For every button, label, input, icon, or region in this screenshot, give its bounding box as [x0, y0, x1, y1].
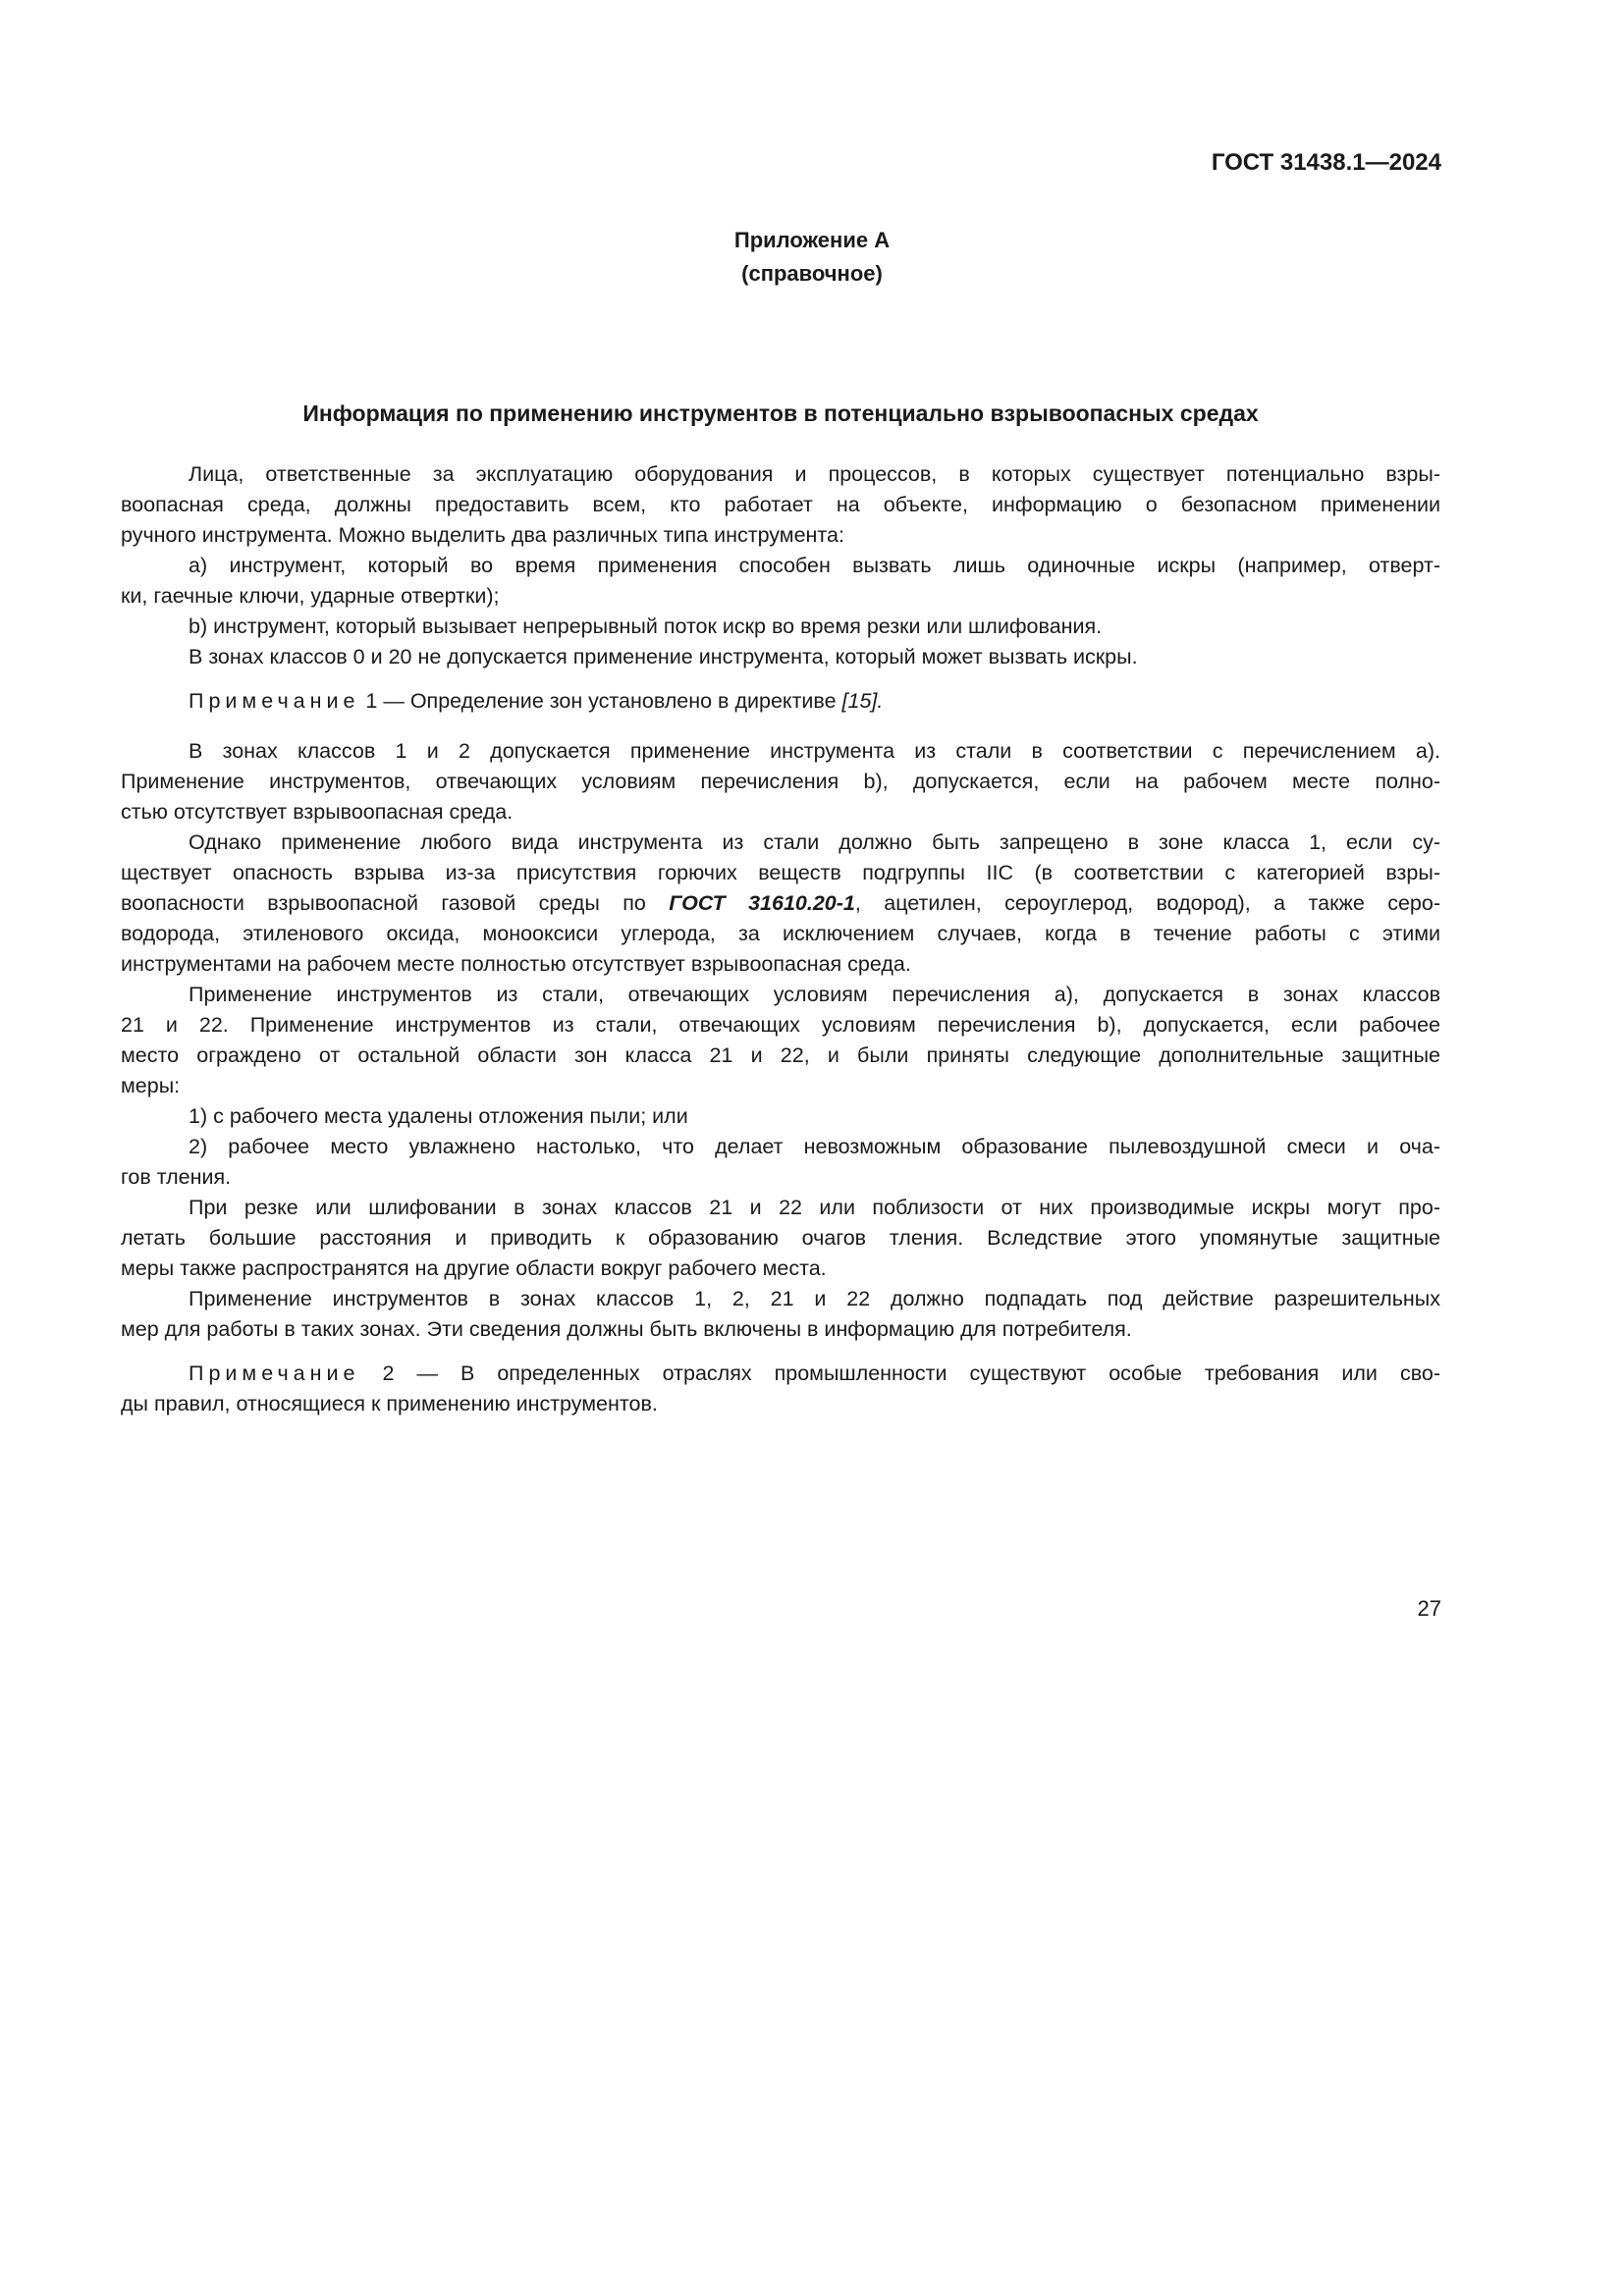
reference-link: [15]. [841, 689, 884, 713]
appendix-type: (справочное) [741, 261, 883, 286]
text-line: место ограждено от остальной области зон класса 21 и 22, и были приняты следующие дополнительные защитные [121, 1043, 1440, 1067]
paragraph-3 [121, 736, 1440, 828]
text-line: воопасная среда, должны предоставить всем, кто работает на объекте, информацию о безопасном применении [121, 493, 1440, 516]
text-line: ды правил, относящиеся к применению инструментов. [121, 1392, 658, 1415]
text-line [121, 1359, 1440, 1389]
list-item-a [121, 551, 1440, 612]
text-span: , ацетилен, сероуглерод, водород), а также серо- [854, 891, 1440, 915]
standard-reference: ГОСТ 31610.20-1 [669, 891, 855, 915]
note-label: Примечание [189, 689, 360, 713]
text-line: В зонах классов 0 и 20 не допускается применение инструмента, который может вызвать искры. [189, 645, 1138, 668]
note-label: Примечание [189, 1362, 360, 1385]
text-line: b) инструмент, который вызывает непрерывный поток искр во время резки или шлифования. [189, 614, 1103, 638]
text-line: меры также распространятся на другие области вокруг рабочего места. [121, 1256, 827, 1280]
text-line: мер для работы в таких зонах. Эти сведения должны быть включены в информацию для потребителя. [121, 1317, 1132, 1341]
text-line [121, 686, 1440, 717]
text-span: воопасности взрывоопасной газовой среды по [121, 891, 670, 915]
note-text: 1 — Определение зон установлено в директиве [359, 689, 842, 713]
paragraph-2 [121, 642, 1440, 672]
list-item-2 [121, 1132, 1440, 1193]
text-line: стью отсутствует взрывоопасная среда. [121, 800, 514, 824]
body-text [121, 459, 1440, 1419]
text-line: 2) рабочее место увлажнено настолько, что делает невозможным образование пылевоздушной смеси и оча- [189, 1135, 1440, 1158]
text-line: летать большие расстояния и приводить к образованию очагов тления. Вследствие этого упомянутые защитные [121, 1226, 1440, 1250]
text-line [121, 888, 1440, 919]
text-line: 21 и 22. Применение инструментов из стали, отвечающих условиям перечисления b), допускается, если рабочее [121, 1013, 1440, 1037]
section-title: Информация по применению инструментов в потенциально взрывоопасных средах [302, 400, 1259, 426]
text-line: инструментами на рабочем месте полностью отсутствует взрывоопасная среда. [121, 952, 911, 976]
text-line: гов тления. [121, 1165, 232, 1189]
text-line: ки, гаечные ключи, ударные отвертки); [121, 584, 500, 608]
paragraph-7 [121, 1284, 1440, 1345]
note-1 [121, 686, 1440, 717]
paragraph-4 [121, 828, 1440, 980]
paragraph-5 [121, 980, 1440, 1101]
page-number: 27 [1417, 1596, 1441, 1621]
text-line: 1) с рабочего места удалены отложения пыли; или [189, 1104, 688, 1128]
text-line: меры: [121, 1074, 181, 1097]
note-text: 2 — В определенных отраслях промышленности существуют особые требования или сво- [359, 1362, 1440, 1385]
text-line: Однако применение любого вида инструмента из стали должно быть запрещено в зоне класса 1, если су- [189, 830, 1440, 854]
list-item-1 [121, 1101, 1440, 1132]
text-line: Применение инструментов в зонах классов 1, 2, 21 и 22 должно подпадать под действие разрешительных [189, 1287, 1440, 1310]
text-line: При резке или шлифовании в зонах классов 21 и 22 или поблизости от них производимые искры могут про- [189, 1196, 1440, 1219]
text-line: Лица, ответственные за эксплуатацию оборудования и процессов, в которых существует потенциально взры- [189, 462, 1440, 486]
list-item-b [121, 612, 1440, 642]
text-line: Применение инструментов, отвечающих условиям перечисления b), допускается, если на рабочем месте полно- [121, 770, 1440, 793]
appendix-heading [0, 224, 1624, 291]
paragraph-6 [121, 1193, 1440, 1284]
text-line: a) инструмент, который во время применения способен вызвать лишь одиночные искры (например, отверт- [189, 554, 1440, 577]
document-number: ГОСТ 31438.1—2024 [1211, 149, 1441, 176]
text-line: Применение инструментов из стали, отвечающих условиям перечисления а), допускается в зонах классов [189, 983, 1440, 1006]
note-2 [121, 1359, 1440, 1419]
text-line: ществует опасность взрыва из-за присутствия горючих веществ подгруппы IIC (в соответствии с категорией взры- [121, 861, 1440, 884]
paragraph-1 [121, 459, 1440, 551]
text-line: водорода, этиленового оксида, монооксиси углерода, за исключением случаев, когда в течение работы с этими [121, 922, 1440, 945]
appendix-label: Приложение А [733, 228, 891, 252]
text-line: ручного инструмента. Можно выделить два различных типа инструмента: [121, 523, 844, 547]
text-line: В зонах классов 1 и 2 допускается применение инструмента из стали в соответствии с перечислением а). [189, 739, 1440, 763]
